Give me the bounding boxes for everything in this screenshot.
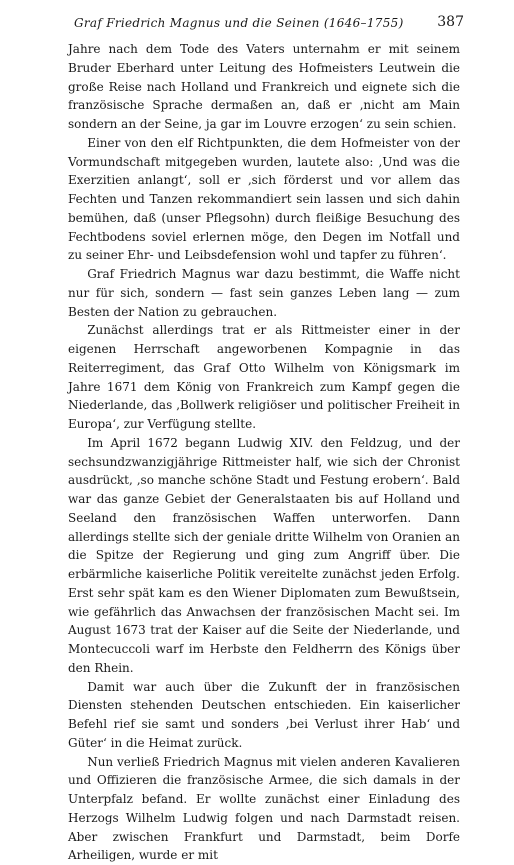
paragraph-6: Damit war auch über die Zukunft der in französischen Diensten stehenden Deutschen entschieden. Ein kaiserlicher Befehl rief sie samt und sonders ‚bei Verlust ihrer Hab‘ und Güter‘ in die Heimat zurück. [68, 678, 460, 753]
paragraph-2: Einer von den elf Richtpunkten, die dem Hofmeister von der Vormundschaft mitgegeben wurden, lautete also: ‚Und was die Exerzitien anlangt‘, soll er ‚sich förderst und vor allem das Fechten und Tanzen rekommandiert sein lassen und sich dahin bemühen, daß (unser Pflegsohn) durch fleißige Besuchung des Fechtbodens soviel erlernen möge, den Degen im Notfall und zu seiner Ehr- und Leibsdefension wohl und tapfer zu führen‘. [68, 134, 460, 265]
paragraph-5: Im April 1672 begann Ludwig XIV. den Feldzug, und der sechsundzwanzigjährige Rittmeister half, wie sich der Chronist ausdrückt, ‚so manche schöne Stadt und Festung erobern‘. Bald war das ganze Gebiet der Generalstaaten bis auf Holland und Seeland den französischen Waffen unterworfen. Dann allerdings stellte sich der geniale dritte Wilhelm von Oranien an die Spitze der Regierung und ging zum Angriff über. Die erbärmliche kaiserliche Politik vereitelte zunächst jeden Erfolg. Erst sehr spät kam es den Wiener Diplomaten zum Bewußtsein, wie gefährlich das Anwachsen der französischen Macht sei. Im August 1673 trat der Kaiser auf die Seite der Niederlande, und Montecuccoli warf im Herbste den Feldherrn des Königs über den Rhein. [68, 434, 460, 678]
paragraph-4: Zunächst allerdings trat er als Rittmeister einer in der eigenen Herrschaft angeworbenen Kompagnie in das Reiterregiment, das Graf Otto Wilhelm von Königsmark im Jahre 1671 dem König von Frankreich zum Kampf gegen die Niederlande, das ‚Bollwerk religiöser und politischer Freiheit in Europa‘, zur Verfügung stellte. [68, 321, 460, 434]
paragraph-1: Jahre nach dem Tode des Vaters unternahm er mit seinem Bruder Eberhard unter Leitung des Hofmeisters Leutwein die große Reise nach Holland und Frankreich und eignete sich die französische Sprache dermaßen an, daß er ‚nicht am Main sondern an der Seine, ja gar im Louvre erzogen‘ zu sein schien. [68, 40, 460, 134]
page-number: 387 [437, 14, 464, 30]
page-header [68, 14, 460, 36]
book-page [68, 14, 460, 865]
paragraph-3: Graf Friedrich Magnus war dazu bestimmt, die Waffe nicht nur für sich, sondern — fast sein ganzes Leben lang — zum Besten der Nation zu gebrauchen. [68, 265, 460, 321]
paragraph-7: Nun verließ Friedrich Magnus mit vielen anderen Kavalieren und Offizieren die französische Armee, die sich damals in der Unterpfalz befand. Er wollte zunächst einer Einladung des Herzogs Wilhelm Ludwig folgen und nach Darmstadt reisen. Aber zwischen Frankfurt und Darmstadt, beim Dorfe Arheiligen, wurde er mit [68, 753, 460, 865]
running-head: Graf Friedrich Magnus und die Seinen (1646–1755) [74, 16, 404, 30]
body-text [68, 40, 460, 865]
